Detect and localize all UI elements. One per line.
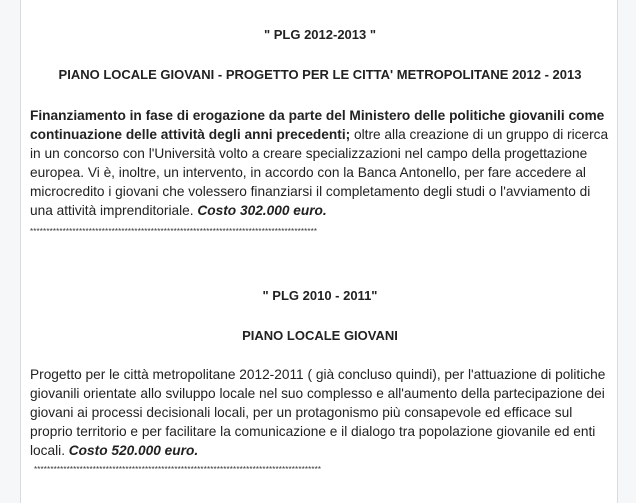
section2-body-text: Progetto per le città metropolitane 2012-2011 ( già concluso quindi), per l'attuazione di politiche giovanili orientate allo sviluppo locale nel suo complesso e all'aumento della partecipazione dei giovani ai processi decisionali locali, per un protagonismo più consapevole ed efficace sul proprio territorio e per facilitare la comunicazione e il dialogo tra popolazione giovanile ed enti locali. [30, 367, 606, 458]
section2-separator: **************************************************************************************** [34, 466, 322, 474]
post-content-panel [20, 0, 618, 503]
section1-lead-text: Finanziamento in fase di erogazione da parte del Ministero delle politiche giovanili come continuazione delle attività degli anni precedenti; [30, 108, 605, 142]
section2-cost: Costo 520.000 euro. [68, 443, 199, 458]
section1-subheading: PIANO LOCALE GIOVANI - PROGETTO PER LE CITTA' METROPOLITANE 2012 - 2013 [58, 67, 582, 82]
section2-subheading: PIANO LOCALE GIOVANI [242, 328, 398, 343]
section1-separator: **************************************************************************************** [30, 228, 318, 236]
section1-body-text: oltre alla creazione di un gruppo di ricerca in un concorso con l'Università volto a creare specializzazioni nel campo della progettazione europea. Vi è, inoltre, un intervento, in accordo con la Banca Antonello, per fare accedere al microcredito i giovani che volessero finanziarsi il completamento degli studi o l'avviamento di una attività imprenditoriale. [30, 127, 609, 218]
section2-heading: " PLG 2010 - 2011" [262, 288, 378, 303]
section2-paragraph [30, 365, 615, 460]
section1-cost: Costo 302.000 euro. [197, 203, 327, 218]
section1-heading: " PLG 2012-2013 " [263, 27, 377, 42]
section1-paragraph [30, 106, 615, 220]
